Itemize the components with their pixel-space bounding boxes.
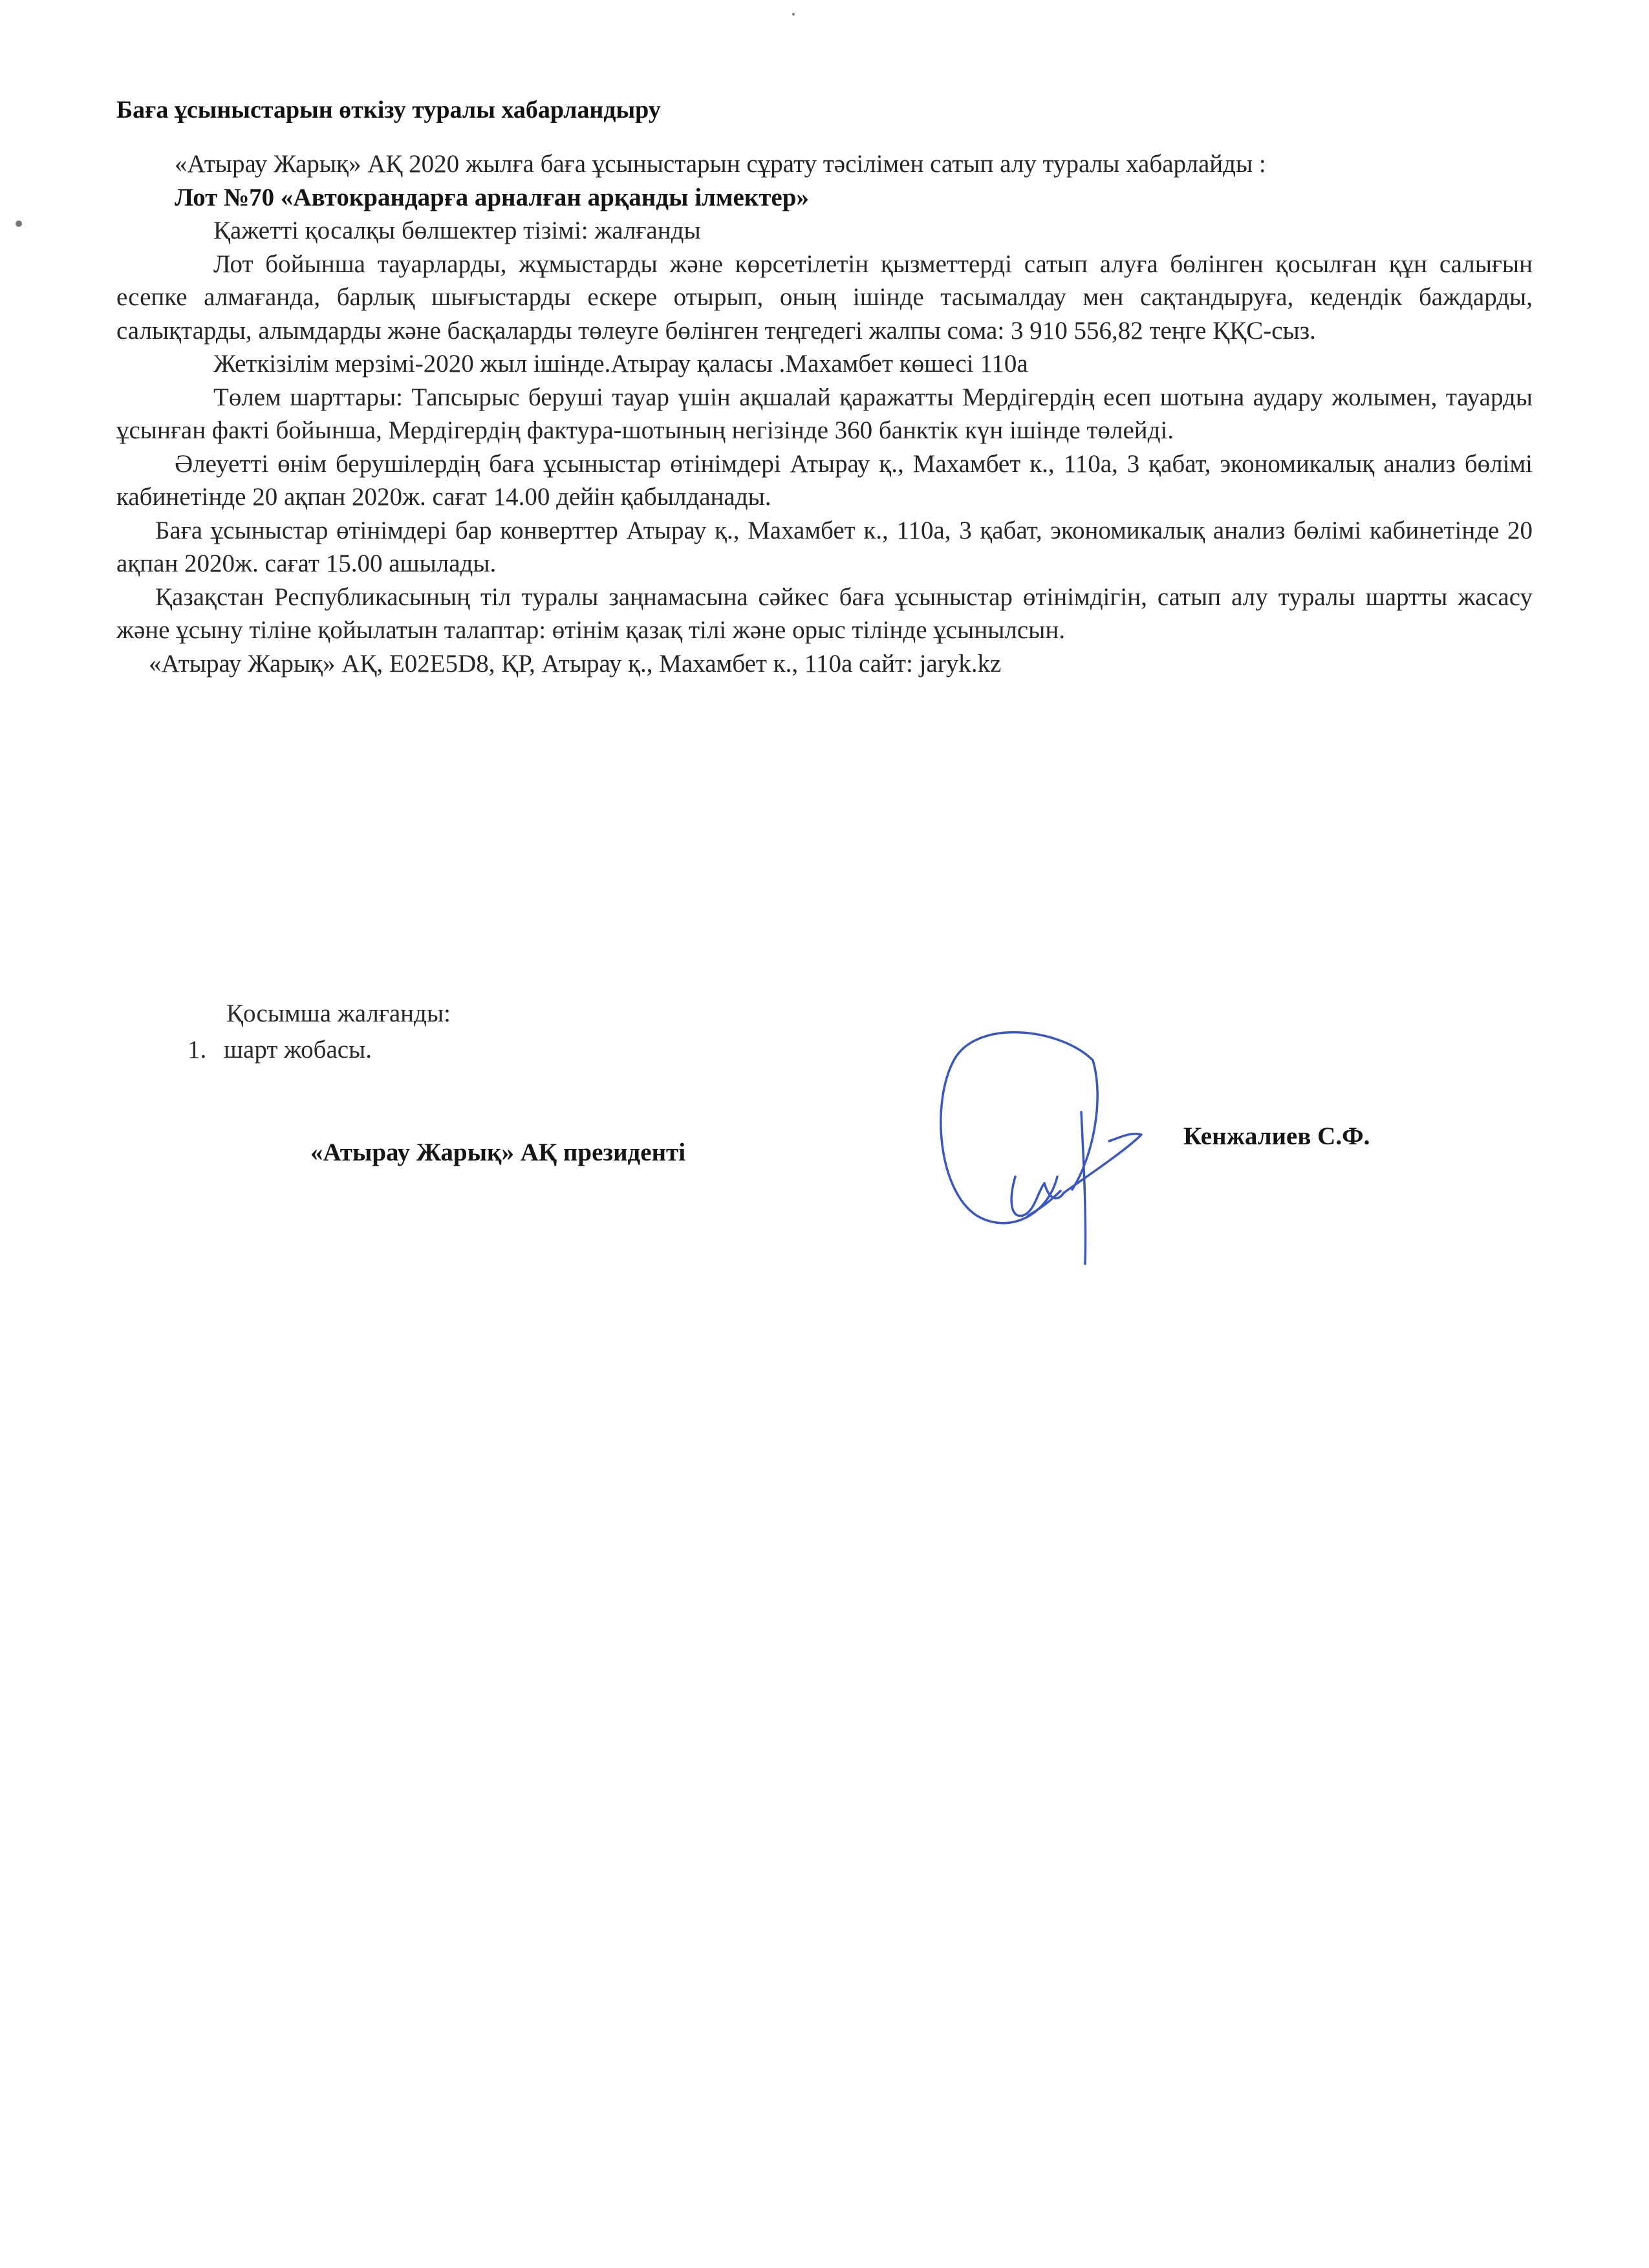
attachment-item [116, 1032, 451, 1068]
language-paragraph: Қазақстан Республикасының тіл туралы заңнамасына сәйкес баға ұсыныстар өтінімдігін, сатып алу туралы шартты жасасу және ұсыну тіліне қойылатын талаптар: өтінім қазақ тілі және орыс тілінде ұсынылсын. [116, 583, 1533, 644]
document-body [116, 147, 1533, 680]
attachment-number: 1. [188, 1036, 207, 1064]
company-details-line: «Атырау Жарық» АҚ, Е02Е5D8, ҚР, Атырау қ., Махамбет к., 110а сайт: jaryk.kz [149, 649, 1002, 678]
payment-paragraph: Төлем шарттары: Тапсырыс беруші тауар үшін ақшалай қаражатты Мердігердің есеп шотына аудару жолымен, тауарды ұсынған факті бойынша, Мердігердің фактура-шотының негізінде 360 банктік күн ішінде төлейді. [116, 383, 1533, 444]
parts-list-paragraph: Қажетті қосалқы бөлшектер тізімі: жалғанды [213, 217, 701, 244]
opening-paragraph: Баға ұсыныстар өтінімдері бар конверттер Атырау қ., Махамбет к., 110а, 3 қабат, экономикалық анализ бөлімі кабинетінде 20 ақпан 2020ж. сағат 15.00 ашылады. [116, 516, 1533, 577]
lot-title: Лот №70 «Автокрандарға арналған арқанды ілмектер» [175, 183, 809, 211]
amount-paragraph: Лот бойынша тауарларды, жұмыстарды және көрсетілетін қызметтерді сатып алуға бөлінген қосылған құн салығын есепке алмағанда, барлық шығыстарды ескере отырып, оның ішінде тасымалдау мен сақтандыруға, кедендік баждарды, салықтарды, алымдарды және басқаларды төлеуге бөлінген теңгедегі жалпы сома: 3 910 556,82 теңге ҚҚС-сыз. [116, 250, 1533, 345]
intro-paragraph: «Атырау Жарық» АҚ 2020 жылға баға ұсыныстарын сұрату тәсілімен сатып алу туралы хабарлайды : [175, 150, 1266, 178]
scan-speck [16, 220, 22, 227]
attachments-label: Қосымша жалғанды: [226, 1000, 451, 1027]
signatory-role: «Атырау Жарық» АҚ президенті [310, 1139, 686, 1166]
document-heading: Баға ұсыныстарын өткізу туралы хабарландыру [116, 96, 661, 123]
submission-paragraph: Әлеуетті өнім берушілердің баға ұсыныстар өтінімдері Атырау қ., Махамбет к., 110а, 3 қабат, экономикалық анализ бөлімі кабинетінде 20 ақпан 2020ж. сағат 14.00 дейін қабылданады. [116, 449, 1533, 511]
signatory-name: Кенжалиев С.Ф. [1183, 1122, 1370, 1150]
attachments-section [116, 996, 451, 1068]
scan-speck [792, 13, 795, 16]
handwritten-signature [931, 1022, 1151, 1267]
attachment-text: шарт жобасы. [224, 1036, 372, 1064]
delivery-paragraph: Жеткізілім мерзімі-2020 жыл ішінде.Атырау қаласы .Махамбет көшесі 110а [213, 350, 1028, 378]
